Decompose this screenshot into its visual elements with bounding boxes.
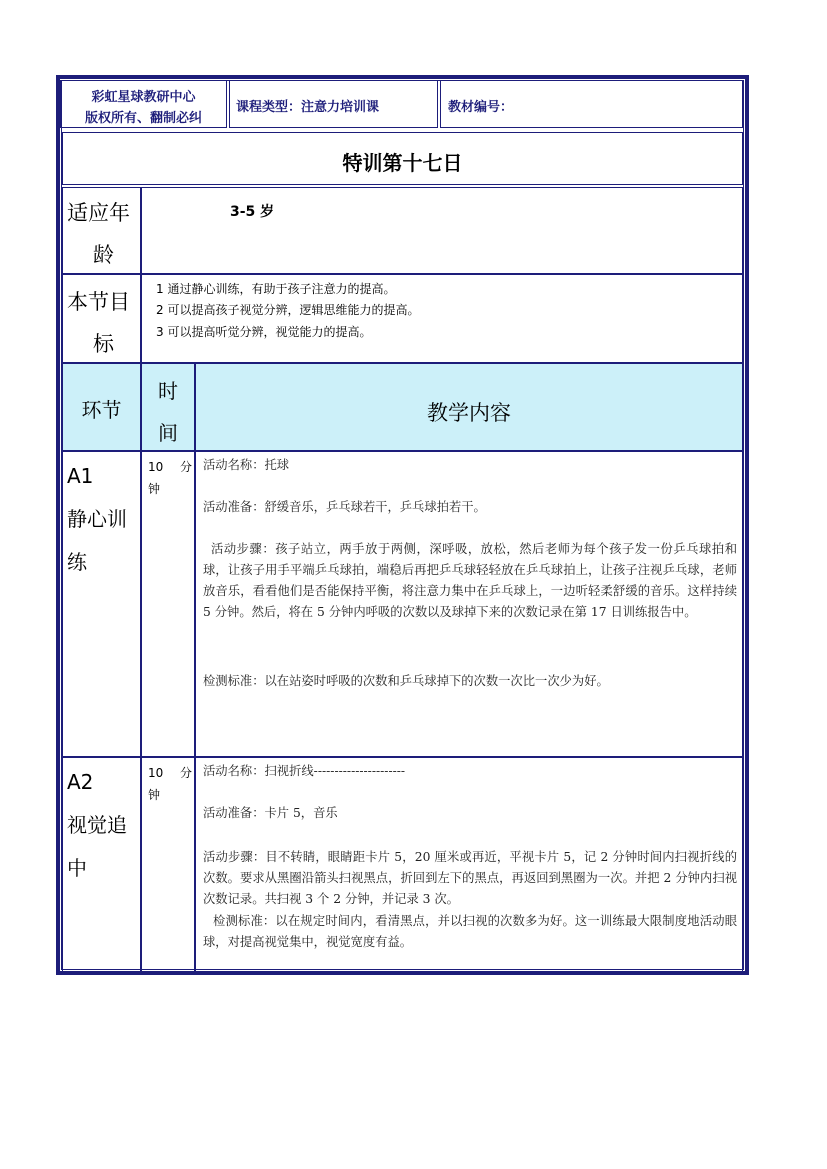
center-name: 彩虹星球教研中心 [91, 90, 196, 105]
copyright-notice: 版权所有、翻制必纠 [84, 111, 202, 126]
activity-steps: 活动步骤：孩子站立，两手放于两侧，深呼吸，放松，然后老师为每个孩子发一份乒乓球拍和球，让孩子用手平端乒乓球拍，端稳后再把乒乓球轻轻放在乒乓球拍上，让孩子注视乒乓球，老师放音乐，看看他们是否能保持平衡，将注意力集中在乒乓球上，一边听轻柔舒缓的音乐。这样持续 5 分钟。然后，将在 5 分钟内呼吸的次数以及球掉下来的次数记录在第 17 日训练报告中。 [203, 542, 737, 619]
age-value-cell [141, 187, 743, 274]
activity-content-cell [195, 451, 743, 757]
page-title: 特训第十七日 [342, 151, 463, 175]
activity-content-cell [195, 757, 743, 973]
activity-time-cell [141, 451, 195, 757]
activity-name-line2: 练 [67, 550, 87, 574]
activity-label-cell [62, 451, 141, 757]
goal-label-cell [62, 274, 141, 363]
time-unit: 分 [179, 766, 192, 780]
header-time-cell [141, 363, 195, 451]
activity-standard: 检测标准：以在规定时间内，看清黑点，并以扫视的次数多为好。这一训练最大限制度地活动眼球，对提高视觉集中，视觉宽度有益。 [203, 914, 737, 949]
time-unit: 分 [179, 460, 192, 474]
goal-label-line2: 标 [93, 332, 114, 356]
activity-time-cell [141, 757, 195, 973]
goal-label-line1: 本节目 [67, 290, 130, 314]
copyright-cell [60, 80, 227, 128]
header-content: 教学内容 [427, 401, 511, 425]
activity-prep: 活动准备：舒缓音乐，乒乓球若干，乒乓球拍若干。 [203, 500, 486, 514]
time-unit: 钟 [148, 788, 161, 802]
goal-item: 3 可以提高听觉分辨，视觉能力的提高。 [156, 325, 372, 339]
age-label-line2: 龄 [93, 243, 114, 267]
course-type-cell [229, 80, 438, 128]
header-time-line2: 间 [158, 421, 178, 445]
activity-code: A2 [67, 770, 94, 794]
age-value: 3-5 岁 [230, 204, 275, 220]
header-section: 环节 [81, 398, 122, 422]
material-number: 教材编号： [448, 100, 514, 115]
activity-name-line2: 中 [67, 856, 87, 880]
activity-label-cell [62, 757, 141, 973]
goal-item: 1 通过静心训练，有助于孩子注意力的提高。 [156, 282, 396, 296]
time-number: 10 [148, 766, 164, 780]
course-type: 课程类型：注意力培训课 [236, 100, 380, 115]
title-cell [62, 132, 743, 185]
activity-name: 活动名称：扫视折线---------------------- [203, 764, 406, 778]
goal-item: 2 可以提高孩子视觉分辨，逻辑思维能力的提高。 [156, 303, 420, 317]
age-label-cell [62, 187, 141, 274]
header-section-cell [62, 363, 141, 451]
header-content-cell [195, 363, 743, 451]
activity-code: A1 [67, 464, 94, 488]
age-label-line1: 适应年 [67, 201, 130, 225]
goal-value-cell [141, 274, 743, 363]
activity-standard: 检测标准：以在站姿时呼吸的次数和乒乓球掉下的次数一次比一次少为好。 [203, 674, 609, 688]
material-number-cell [440, 80, 743, 128]
activity-prep: 活动准备：卡片 5，音乐 [203, 806, 338, 820]
time-number: 10 [148, 460, 164, 474]
activity-name-line1: 静心训 [67, 507, 127, 531]
time-unit: 钟 [148, 482, 161, 496]
activity-steps: 活动步骤：目不转睛，眼睛距卡片 5，20 厘米或再近，平视卡片 5，记 2 分钟时间内扫视折线的次数。要求从黑圈沿箭头扫视黑点，折回到左下的黑点，再返回到黑圈为一次。并把 2 分钟内扫视次数记录。共扫视 3 个 2 分钟，并记录 3 次。 [203, 850, 737, 906]
activity-name-line1: 视觉追 [67, 813, 127, 837]
activity-name: 活动名称：托球 [203, 458, 290, 472]
header-time-line1: 时 [158, 379, 178, 403]
